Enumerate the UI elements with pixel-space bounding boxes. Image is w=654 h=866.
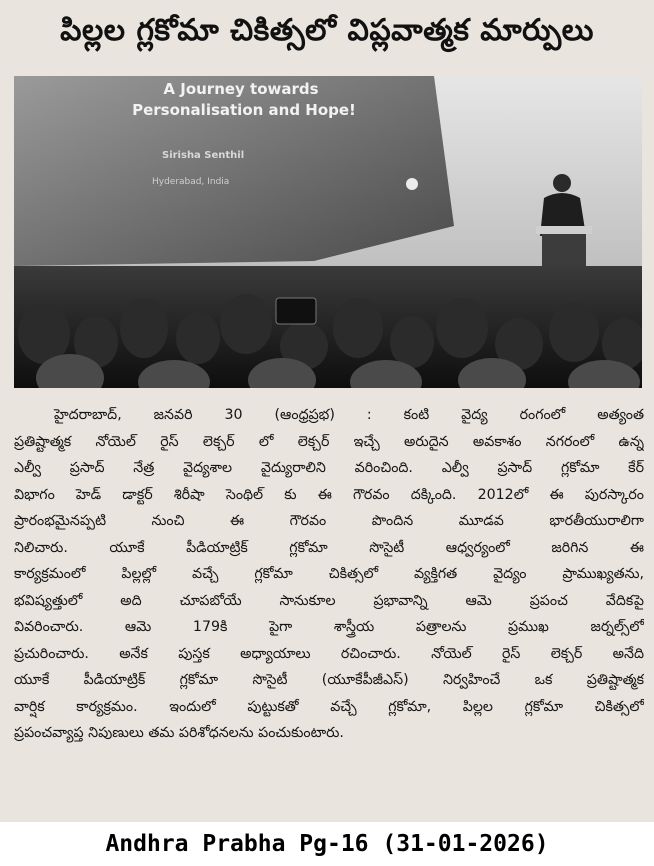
slide-speaker-name: Sirisha Senthil xyxy=(162,150,245,161)
article-line: హైదరాబాద్, జనవరి 30 (ఆంధ్రప్రభ) : కంటి వైద్య రంగంలో అత్యంత xyxy=(54,407,644,423)
article-line: ప్రపంచవ్యాప్త నిపుణులు తమ పరిశోధనలను పంచుకుంటారు. xyxy=(14,725,344,741)
speaker-head xyxy=(553,174,571,192)
event-photo xyxy=(14,76,642,388)
article-line: నిలిచారు. యూకే పీడియాట్రిక్ గ్లకోమా సొసైటీ ఆధ్వర్యంలో జరిగిన ఈ xyxy=(14,539,644,556)
article-line: ఎల్వీ ప్రసాద్ నేత్ర వైద్యశాల వైద్యురాలిని వరించింది. ఎల్వీ ప్రసాద్ గ్లకోమా కేర్ xyxy=(14,460,644,476)
source-caption: Andhra Prabha Pg-16 (31-01-2026) xyxy=(105,831,549,857)
article-line: వార్షిక కార్యక్రమం. ఇందులో పుట్టుకతో వచ్చే గ్లకోమా, పిల్లల గ్లకోమా చికిత్సలో xyxy=(14,698,644,715)
article-line: ప్రతిష్టాత్మక నోయెల్ రైస్ లెక్చర్ లో లెక్చర్ ఇచ్చే అరుదైన అవకాశం నగరంలో ఉన్న xyxy=(14,433,644,450)
slide-title-line2: Personalisation and Hope! xyxy=(132,101,356,119)
event-photo-scene xyxy=(14,76,642,388)
article-line: విభాగం హెడ్ డాక్టర్ శిరీషా సెంథిల్ కు ఈ గౌరవం దక్కింది. 2012లో ఈ పురస్కారం xyxy=(14,486,644,503)
article-body xyxy=(14,402,644,747)
headline: పిల్లల గ్లకోమా చికిత్సలో విప్లవాత్మక మార్పులు xyxy=(60,13,594,48)
article-line: కార్యక్రమంలో పిల్లల్లో వచ్చే గ్లకోమా చికిత్సలో వ్యక్తిగత వైద్యం ప్రాముఖ్యతను, xyxy=(14,566,644,582)
slide-title-line1: A Journey towards xyxy=(163,80,319,98)
slide-speaker-city: Hyderabad, India xyxy=(152,177,230,187)
article-line: భవిష్యత్తులో అది చూపబోయే సానుకూల ప్రభావాన్ని ఆమె ప్రపంచ వేదికపై xyxy=(14,592,644,609)
slide-title xyxy=(96,76,386,121)
article-line: ప్రచురించారు. అనేక పుస్తక అధ్యాయాలు రచించారు. నోయెల్ రైస్ లెక్చర్ అనేది xyxy=(14,645,644,662)
article-line: యూకే పీడియాట్రిక్ గ్లకోమా సొసైటీ (యూకేపీజీఎస్) నిర్వహించే ఒక ప్రతిష్టాత్మక xyxy=(14,672,644,688)
article-line: ప్రారంభమైనప్పటి నుంచి ఈ గౌరవం పొందిన మూడవ భారతీయురాలిగా xyxy=(14,513,644,529)
slide-logo xyxy=(406,178,418,190)
article-line: వివరించారు. ఆమె 179కి పైగా శాస్త్రీయ పత్రాలను ప్రముఖ జర్నల్స్‌లో xyxy=(14,619,644,635)
raised-phone xyxy=(276,298,316,324)
podium-top xyxy=(536,226,592,234)
